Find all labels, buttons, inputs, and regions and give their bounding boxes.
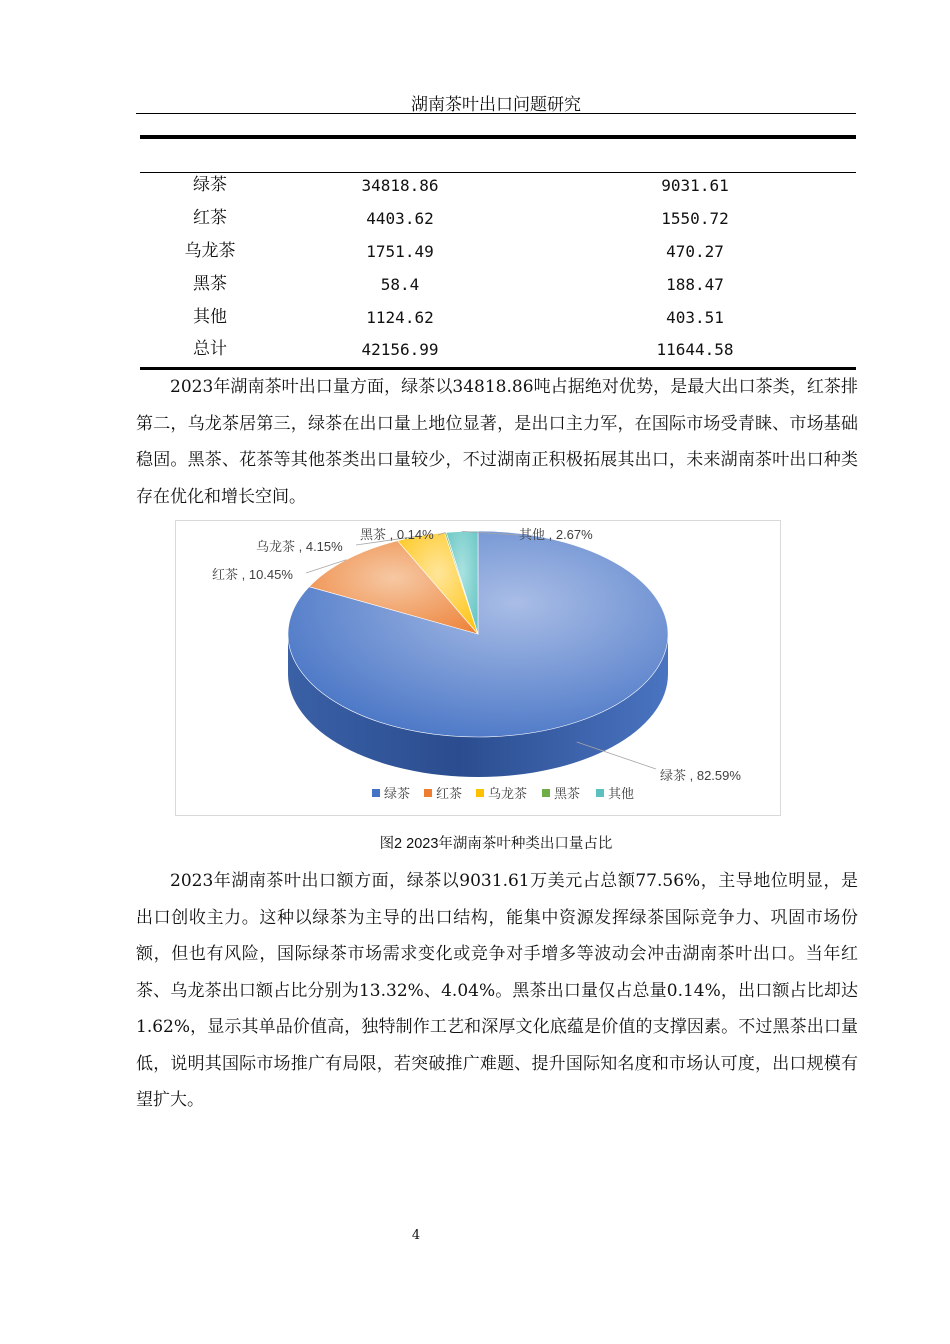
page-number: 4	[411, 1228, 421, 1243]
table-top-rule	[140, 135, 856, 139]
tea-type-cell: 乌龙茶	[184, 241, 236, 261]
figure-caption: 图2 2023年湖南茶叶种类出口量占比	[379, 836, 613, 852]
legend-swatch	[596, 789, 604, 797]
running-header: 湖南茶叶出口问题研究	[411, 95, 581, 115]
table-row	[140, 301, 856, 334]
export-volume-cell: 1751.49	[366, 242, 434, 261]
legend-label: 红茶	[436, 786, 463, 801]
tea-type-cell: 总计	[193, 339, 227, 359]
export-volume-cell: 42156.99	[361, 340, 439, 359]
tea-type-cell: 黑茶	[193, 274, 227, 294]
export-volume-cell: 4403.62	[366, 209, 434, 228]
pie-slices	[288, 531, 668, 737]
legend-swatch	[424, 789, 432, 797]
data-label: 绿茶 , 82.59%	[660, 768, 741, 783]
export-value-cell: 9031.61	[661, 176, 729, 195]
table-row	[140, 202, 856, 235]
export-value-cell: 1550.72	[661, 209, 729, 228]
export-value-cell: 11644.58	[656, 340, 734, 359]
body-paragraph-1	[136, 369, 858, 515]
legend-label: 黑茶	[554, 786, 581, 801]
data-label: 其他 , 2.67%	[519, 527, 593, 542]
legend-swatch	[542, 789, 550, 797]
export-value-cell: 188.47	[666, 275, 724, 294]
export-value-cell: 470.27	[666, 242, 724, 261]
table-row	[140, 268, 856, 301]
pie-chart-svg	[176, 521, 780, 815]
tea-type-cell: 绿茶	[193, 175, 227, 195]
table-row	[140, 235, 856, 268]
legend-swatch	[476, 789, 484, 797]
paragraph-text: 2023年湖南茶叶出口量方面，绿茶以34818.86吨占据绝对优势，是最大出口茶类，红茶排第二，乌龙茶居第三，绿茶在出口量上地位显著，是出口主力军，在国际市场受青睐、市场基础稳固。黑茶、花茶等其他茶类出口量较少，不过湖南正积极拓展其出口，未来湖南茶叶出口种类存在优化和增长空间。	[136, 377, 858, 507]
tea-type-cell: 其他	[193, 307, 227, 327]
data-label: 红茶 , 10.45%	[212, 567, 293, 582]
legend-label: 乌龙茶	[488, 786, 528, 801]
paragraph-text: 2023年湖南茶叶出口额方面，绿茶以9031.61万美元占总额77.56%，主导地位明显，是出口创收主力。这种以绿茶为主导的出口结构，能集中资源发挥绿茶国际竞争力、巩固市场份额，但也有风险，国际绿茶市场需求变化或竞争对手增多等波动会冲击湖南茶叶出口。当年红茶、乌龙茶出口额占比分别为13.32%、4.04%。黑茶出口量仅占总量0.14%，出口额占比却达1.62%，显示其单品价值高，独特制作工艺和深厚文化底蕴是价值的支撑因素。不过黑茶出口量低，说明其国际市场推广有局限，若突破推广难题、提升国际知名度和市场认可度，出口规模有望扩大。	[136, 871, 858, 1110]
legend-label: 绿茶	[384, 786, 411, 801]
data-label: 黑茶 , 0.14%	[360, 527, 434, 542]
export-volume-cell: 34818.86	[361, 176, 439, 195]
legend-label: 其他	[608, 786, 635, 801]
table-row-total	[140, 333, 856, 366]
export-volume-cell: 1124.62	[366, 308, 434, 327]
header-rule	[136, 113, 856, 114]
export-value-cell: 403.51	[666, 308, 724, 327]
data-label: 乌龙茶 , 4.15%	[256, 539, 343, 554]
body-paragraph-2	[136, 863, 858, 1119]
legend-swatch	[372, 789, 380, 797]
export-volume-cell: 58.4	[380, 275, 420, 294]
table-row	[140, 169, 856, 202]
tea-type-cell: 红茶	[193, 208, 227, 228]
pie-chart	[175, 520, 781, 816]
legend	[372, 786, 634, 801]
